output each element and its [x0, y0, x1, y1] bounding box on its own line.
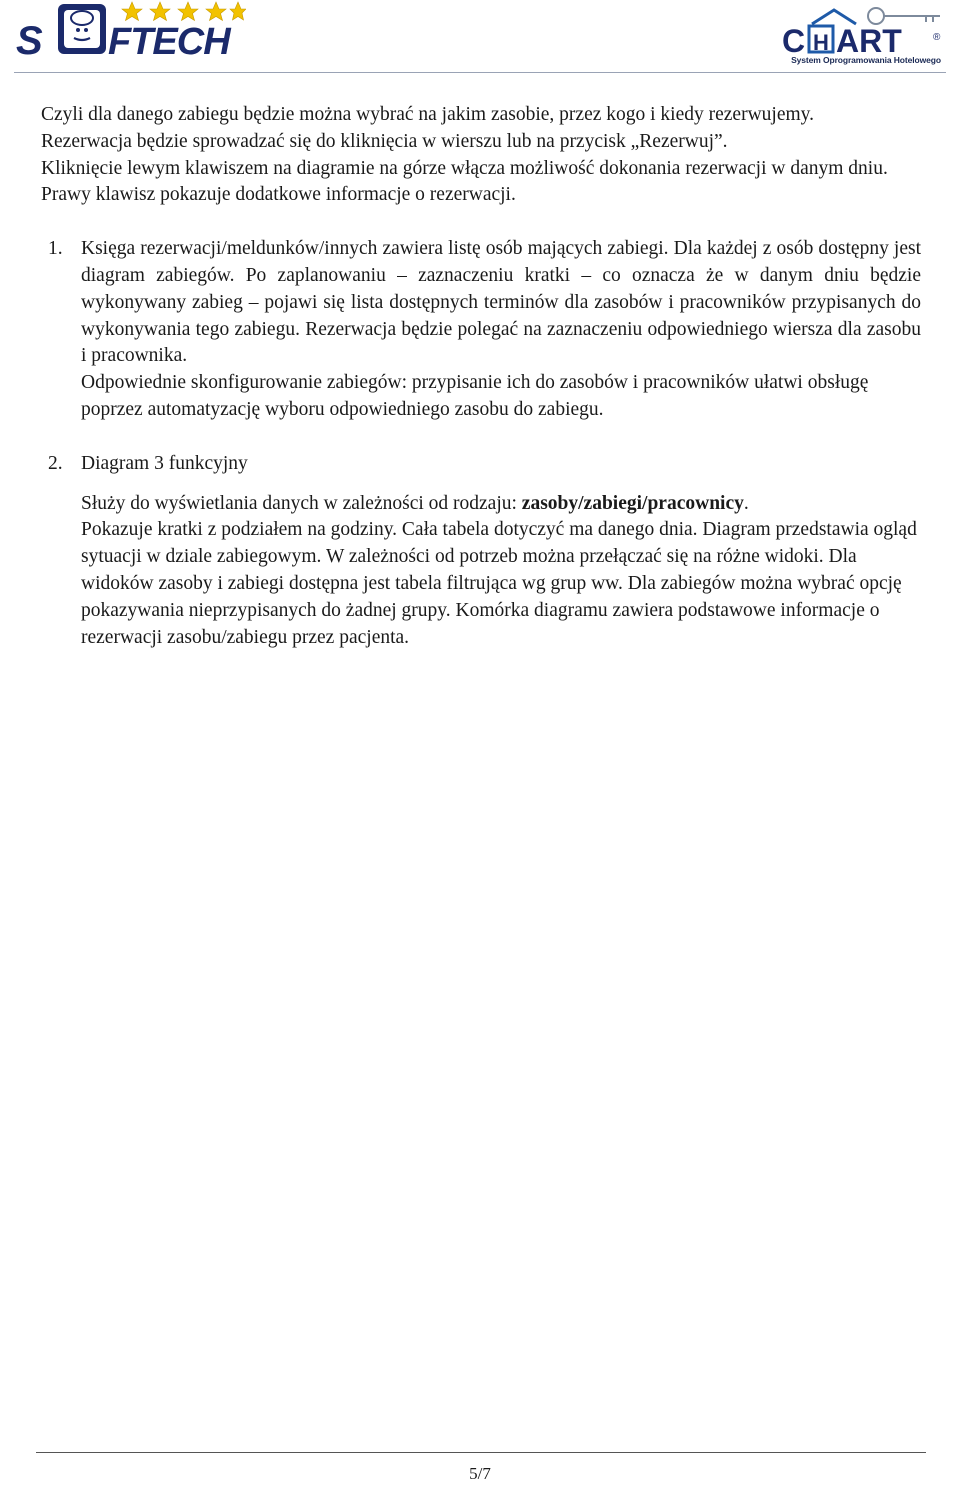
house-key-icon	[812, 8, 940, 24]
diagram-description-line-1	[81, 491, 921, 518]
description-suffix: .	[743, 492, 749, 514]
svg-text:ART: ART	[836, 23, 902, 59]
registered-mark: ®	[933, 32, 941, 43]
list-item-1-text-2: Odpowiednie skonfigurowanie zabiegów: przypisanie ich do zasobów i pracowników ułatwi obsługę poprzez automatyzację wyboru odpowiedniego zasobu do zabiegu.	[81, 372, 869, 420]
header-divider	[14, 72, 946, 73]
chef-icon	[58, 4, 106, 54]
description-prefix: Służy do wyświetlania danych w zależności od rodzaju:	[81, 492, 522, 514]
diagram-description-body: Pokazuje kratki z podziałem na godziny. Cała tabela dotyczyć ma danego dnia. Diagram przedstawia ogląd sytuacji w dziale zabiegowym. W zależności od potrzeb można przełączać się na różne widoki. Dla widoków zasoby i zabiegi dostępna jest tabela filtrująca wg grup ww. Dla zabiegów można wybrać opcję pokazywania nieprzypisanych do żadnej grupy. Komórka diagramu zawiera podstawowe informacje o rezerwacji zasobu/zabiegu przez pacjenta.	[81, 519, 917, 648]
list-number-1: 1.	[48, 238, 63, 260]
description-bold-modes: zasoby/zabiegi/pracownicy	[521, 492, 744, 514]
footer-divider	[36, 1452, 926, 1453]
svg-text:C: C	[782, 23, 806, 59]
list-item-2-title: Diagram 3 funkcyjny	[81, 452, 248, 474]
diagram-description	[41, 491, 921, 652]
intro-paragraph-1: Czyli dla danego zabiegu będzie można wybrać na jakim zasobie, przez kogo i kiedy rezerwujemy.	[41, 104, 815, 125]
list-item-2	[41, 451, 921, 478]
list-item-1	[41, 236, 921, 424]
page-number: 5/7	[469, 1464, 491, 1483]
star-icons	[122, 2, 246, 21]
svg-text:H: H	[813, 30, 829, 55]
list-number-2: 2.	[48, 452, 63, 474]
chart-logo-subtitle: System Oprogramowania Hotelowego	[791, 55, 941, 65]
intro-paragraph-2: Rezerwacja będzie sprowadzać się do kliknięcia w wierszu lub na przycisk „Rezerwuj”.	[41, 130, 728, 152]
svg-text:S: S	[16, 19, 43, 62]
document-body	[41, 102, 921, 651]
page-header	[0, 0, 960, 78]
list-item-1-text: Księga rezerwacji/meldunków/innych zawiera listę osób mających zabiegi. Dla każdej z osób dostępny jest diagram zabiegów. Po zaplanowaniu – zaznaczeniu kratki – co oznacza że w danym dniu będzie wykonywany zabieg – pojawi się lista dostępnych terminów dla zasobów i pracowników przypisanych do wykonywania tego zabiegu. Rezerwacja będzie polegać na zaznaczeniu odpowiedniego wiersza dla zasobu i pracownika.	[81, 238, 921, 367]
svg-text:FTECH: FTECH	[108, 21, 230, 62]
intro-paragraph-3: Kliknięcie lewym klawiszem na diagramie na górze włącza możliwość dokonania rezerwacji w danym dniu. Prawy klawisz pokazuje dodatkowe informacje o rezerwacji.	[41, 157, 888, 206]
softech-logo	[14, 0, 246, 62]
